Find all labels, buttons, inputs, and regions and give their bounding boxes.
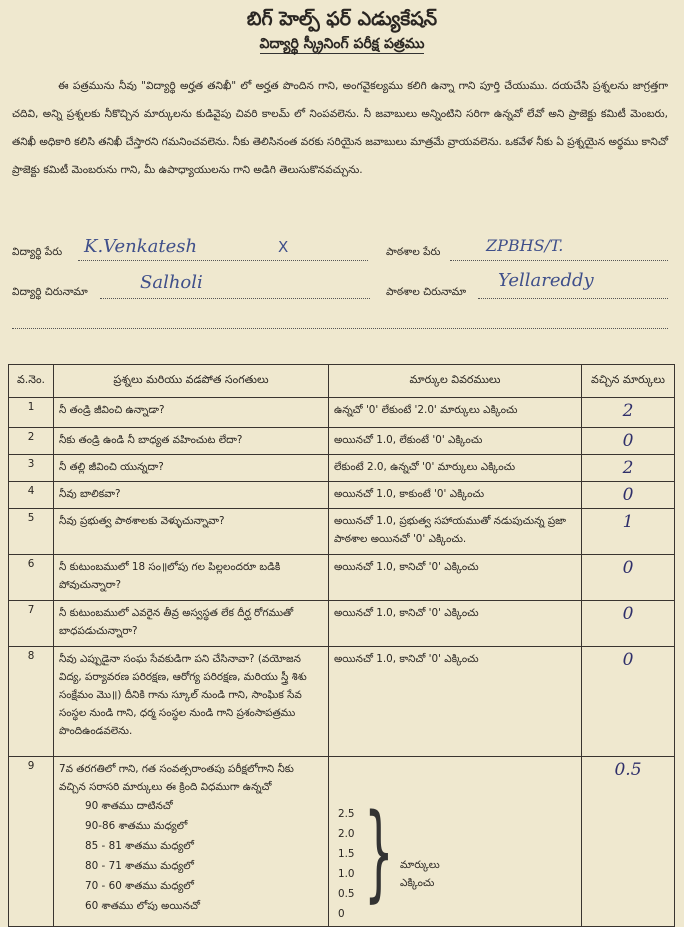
grade-range-item: 60 శాతము లోపు అయినచో bbox=[85, 900, 200, 912]
marks-scale-label-line2: ఎక్కించు bbox=[400, 877, 435, 889]
row-sn: 5 bbox=[9, 509, 54, 555]
student-name-cross-mark: X bbox=[278, 238, 289, 256]
grade-range-item: 80 - 71 శాతము మధ్యలో bbox=[85, 860, 194, 872]
row-marks-obtained: 0 bbox=[582, 428, 675, 455]
row-marks-detail: అయినచో 1.0, కానిచో '0' ఎక్కించు bbox=[329, 601, 582, 647]
row-marks-obtained: 0.5 bbox=[582, 757, 675, 927]
row-marks-detail-9 bbox=[329, 757, 582, 927]
screening-table bbox=[8, 364, 675, 927]
table-row bbox=[9, 509, 675, 555]
grade-range-item: 90 శాతము దాటినచో bbox=[85, 800, 173, 812]
row-question: నీవు బాలికవా? bbox=[54, 482, 329, 509]
table-row bbox=[9, 428, 675, 455]
marks-scale-value: 0 bbox=[338, 908, 345, 920]
row-marks-detail: అయినచో 1.0, ప్రభుత్వ సహాయముతో నడుపుచున్న ప్రజా పాఠశాల అయినచో '0' ఎక్కించు. bbox=[329, 509, 582, 555]
row-sn: 2 bbox=[9, 428, 54, 455]
marks-scale-label-line1: మార్కులు bbox=[400, 859, 440, 871]
header-marks-detail: మార్కుల వివరములు bbox=[329, 365, 582, 398]
marks-scale-values bbox=[338, 804, 355, 924]
grade-range-item: 70 - 60 శాతము మధ్యలో bbox=[85, 880, 194, 892]
row-sn: 3 bbox=[9, 455, 54, 482]
row-marks-detail: లేకుంటే 2.0, ఉన్నచో '0' మార్కులు ఎక్కించు bbox=[329, 455, 582, 482]
school-name-value: ZPBHS/T. bbox=[486, 236, 564, 255]
row-sn: 1 bbox=[9, 398, 54, 428]
table-row bbox=[9, 398, 675, 428]
marks-scale bbox=[334, 760, 576, 920]
student-name-line bbox=[78, 260, 368, 261]
marks-scale-value: 2.0 bbox=[338, 828, 355, 840]
row-question-9-text: 7వ తరగతిలో గాని, గత సంవత్సరాంతపు పరీక్షలోగాని నీకు వచ్చిన సరాసరి మార్కులు ఈ క్రింది విధముగా ఉన్నచో bbox=[59, 763, 294, 793]
row-marks-obtained: 2 bbox=[582, 455, 675, 482]
marks-scale-value: 0.5 bbox=[338, 888, 355, 900]
table-row bbox=[9, 455, 675, 482]
header-question: ప్రశ్నలు మరియు వడపోత సంగతులు bbox=[54, 365, 329, 398]
table-row bbox=[9, 601, 675, 647]
instructions-paragraph: ఈ పత్రమును నీవు "విద్యార్థి అర్హత తనిఖీ" లో అర్హత పొందిన గాని, అంగవైకల్యము కలిగి ఉన్నా గాని పూర్తి చేయుము. దయచేసి ప్రశ్నలను జాగ్రత్తగా చదివి, అన్ని ప్రశ్నలకు నీకొచ్చిన మార్కులను కుడివైపు చివరి కాలమ్ లో నింపవలెను. నీ జవాబులు అన్నింటిని సరిగా ఉన్నవో లేవో అని ప్రాజెక్టు కమిటీ మెంబరు, తనిఖీ అధికారి కలిసి తనిఖీ చేస్తారని గమనించవలెను. నీకు తెలిసినంత వరకు సరియైన జవాబులు మాత్రమే వ్రాయవలెను. ఒకవేళ నీకు ఏ ప్రశ్నయైన అర్థము కానిచో ప్రాజెక్టు కమిటీ మెంబరును గాని, మీ ఉపాధ్యాయులను గాని అడిగి తెలుసుకొనవచ్చును. bbox=[12, 80, 668, 176]
marks-scale-value: 1.5 bbox=[338, 848, 355, 860]
row-question: నీవు ఎప్పుడైనా సంఘ సేవకుడిగా పని చేసినావా? (వయోజన విద్య, పర్యావరణ పరిరక్షణ, ఆరోగ్య పరిరక్షణ, మరియు స్త్రీ శిశు సంక్షేమం మొ॥) దీనికి గాను స్కూల్ నుండి గాని, సాంఘిక సేవ సంస్థల నుండి గాని, ధర్మ సంస్థల నుండి గాని ప్రశంసాపత్రము పొందిఉండవలెను. bbox=[54, 647, 329, 757]
row-sn: 4 bbox=[9, 482, 54, 509]
row-question: నీ కుటుంబములో ఎవరైన తీవ్ర అస్వస్థత లేక దీర్ఘ రోగముతో బాధపడుచున్నారా? bbox=[54, 601, 329, 647]
row-marks-obtained: 0 bbox=[582, 601, 675, 647]
form-subtitle-text: విద్యార్థి స్క్రీనింగ్ పరీక్ష పత్రము bbox=[259, 36, 425, 52]
blank-dotted-line bbox=[12, 328, 668, 329]
grade-range-item: 90-86 శాతము మధ్యలో bbox=[85, 820, 188, 832]
row-question: నీ కుటుంబములో 18 సం॥లోపు గల పిల్లలందరూ బడికి పోవుచున్నారా? bbox=[54, 555, 329, 601]
marks-scale-label bbox=[400, 856, 440, 892]
row-marks-obtained: 2 bbox=[582, 398, 675, 428]
row-marks-obtained: 0 bbox=[582, 555, 675, 601]
school-address-value: Yellareddy bbox=[498, 270, 594, 291]
table-row bbox=[9, 647, 675, 757]
row-question: నీ తండ్రి జీవించి ఉన్నాడా? bbox=[54, 398, 329, 428]
school-address-line bbox=[478, 298, 668, 299]
marks-scale-value: 2.5 bbox=[338, 808, 355, 820]
grade-range-list bbox=[59, 796, 323, 916]
row-marks-obtained: 1 bbox=[582, 509, 675, 555]
row-question-9 bbox=[54, 757, 329, 927]
row-marks-detail: అయినచో 1.0, లేకుంటే '0' ఎక్కించు bbox=[329, 428, 582, 455]
row-marks-detail: అయినచో 1.0, కానిచో '0' ఎక్కించు bbox=[329, 647, 582, 757]
student-name-value: K.Venkatesh bbox=[84, 236, 198, 257]
student-address-label: విద్యార్థి చిరునామా bbox=[12, 286, 88, 298]
row-question: నీకు తండ్రి ఉండి నీ బాధ్యత వహించుట లేదా? bbox=[54, 428, 329, 455]
table-row bbox=[9, 555, 675, 601]
row-marks-detail: అయినచో 1.0, కాకుంటే '0' ఎక్కించు bbox=[329, 482, 582, 509]
table-row bbox=[9, 482, 675, 509]
form-subtitle bbox=[0, 36, 684, 55]
header-marks-obtained: వచ్చిన మార్కులు bbox=[582, 365, 675, 398]
row-marks-obtained: 0 bbox=[582, 647, 675, 757]
student-name-label: విద్యార్థి పేరు bbox=[12, 246, 63, 258]
row-marks-detail: ఉన్నచో '0' లేకుంటే '2.0' మార్కులు ఎక్కించు bbox=[329, 398, 582, 428]
row-marks-detail: అయినచో 1.0, కానిచో '0' ఎక్కించు bbox=[329, 555, 582, 601]
row-sn: 9 bbox=[9, 757, 54, 927]
table-row bbox=[9, 757, 675, 927]
marks-scale-value: 1.0 bbox=[338, 868, 355, 880]
row-sn: 8 bbox=[9, 647, 54, 757]
form-title: బిగ్ హెల్ప్ ఫర్ ఎడ్యుకేషన్ bbox=[246, 8, 438, 30]
row-question: నీవు ప్రభుత్వ పాఠశాలకు వెళ్ళుచున్నావా? bbox=[54, 509, 329, 555]
grade-range-item: 85 - 81 శాతము మధ్యలో bbox=[85, 840, 194, 852]
student-address-value: Salholi bbox=[140, 272, 203, 293]
row-question: నీ తల్లి జీవించి యున్నదా? bbox=[54, 455, 329, 482]
school-address-label: పాఠశాల చిరునామా bbox=[386, 286, 467, 298]
school-name-label: పాఠశాల పేరు bbox=[386, 246, 441, 258]
school-name-line bbox=[450, 260, 668, 261]
row-sn: 7 bbox=[9, 601, 54, 647]
row-marks-obtained: 0 bbox=[582, 482, 675, 509]
header-sn: వ.నెం. bbox=[9, 365, 54, 398]
student-address-line bbox=[100, 298, 370, 299]
right-brace-icon: } bbox=[364, 791, 394, 913]
table-header-row bbox=[9, 365, 675, 398]
row-sn: 6 bbox=[9, 555, 54, 601]
